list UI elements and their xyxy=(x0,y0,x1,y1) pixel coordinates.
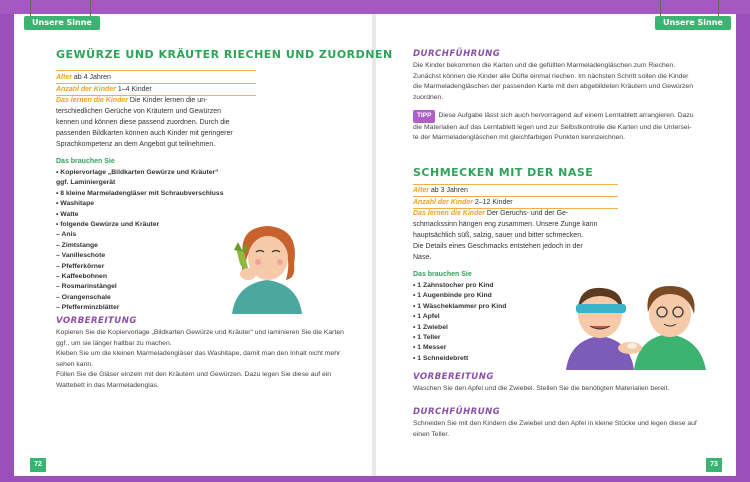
learning-line: hauptsächlich süß, salzig, sauer und bitter schmecken. xyxy=(413,232,584,239)
material-item: – Zimtstange xyxy=(56,241,223,251)
page-number: 73 xyxy=(706,458,722,472)
learning-line: Sprachkompetenz an dem Angebot gut teilnehmen. xyxy=(56,141,216,148)
preparation-heading: VORBEREITUNG xyxy=(413,372,494,382)
section-tab-left: Unsere Sinne xyxy=(24,16,100,30)
tip-box xyxy=(413,110,728,144)
learning-line: Nase. xyxy=(413,254,432,261)
text-line: Diese Aufgabe lässt sich auch hervorragend auf einem Lerntablett arrangieren. Dazu xyxy=(438,112,694,119)
section-tab-right: Unsere Sinne xyxy=(655,16,731,30)
material-item: • 1 Teller xyxy=(413,333,506,343)
child-smelling-illustration xyxy=(222,218,312,314)
text-line: te der Marmeladengläschen mit gleichfarbigen Punkten kennzeichnen. xyxy=(413,134,625,142)
divider xyxy=(56,70,256,71)
preparation-text: Waschen Sie den Apfel und die Zwiebel. Stellen Sie die benötigten Materialien bereit. xyxy=(413,385,670,392)
material-item: • 1 Apfel xyxy=(413,312,506,322)
material-item: – Orangenschale xyxy=(56,293,223,303)
text-line: sehen kann. xyxy=(56,360,94,368)
age-label: Alter xyxy=(413,187,429,194)
material-item: – Rosmarinstängel xyxy=(56,282,223,292)
material-item: – Pfefferkörner xyxy=(56,262,223,272)
kids-row xyxy=(413,197,513,208)
page-number: 72 xyxy=(30,458,46,472)
procedure-text xyxy=(413,419,728,440)
learning-line: schmackssinn hängen eng zusammen. Unsere Zunge kann xyxy=(413,221,598,228)
materials-list xyxy=(413,281,506,364)
procedure-heading: DURCHFÜHRUNG xyxy=(413,49,501,59)
procedure-heading: DURCHFÜHRUNG xyxy=(413,407,501,417)
learning-label: Das lernen die Kinder xyxy=(413,210,485,217)
material-item: • Kopiervorlage „Bildkarten Gewürze und Kräuter“ xyxy=(56,168,223,178)
learning-line: Die Details eines Geschmacks entstehen jedoch in der xyxy=(413,243,583,250)
material-item: • 1 Messer xyxy=(413,343,506,353)
learning-block xyxy=(56,95,316,150)
materials-heading: Das brauchen Sie xyxy=(56,158,115,165)
background-top xyxy=(0,0,750,14)
section-title: SCHMECKEN MIT DER NASE xyxy=(413,166,594,179)
age-value: ab 3 Jahren xyxy=(430,187,468,194)
age-row xyxy=(56,72,111,83)
material-item: – Anis xyxy=(56,230,223,240)
text-line: Kopieren Sie die Kopiervorlage „Bildkarten Gewürze und Kräuter“ und laminieren Sie die Karten xyxy=(56,329,344,336)
text-line: die Materialien auf das Lerntablett legen und zur Selbstkontrolle die Karten und die Untersei- xyxy=(413,123,692,131)
material-item: • 1 Zahnstocher pro Kind xyxy=(413,281,506,291)
material-item: • 1 Zwiebel xyxy=(413,323,506,333)
tip-badge: TIPP xyxy=(413,110,435,123)
children-tasting-illustration xyxy=(560,278,710,370)
kids-value: 1–4 Kinder xyxy=(117,86,152,93)
text-line: Wattebett in das Marmeladenglas. xyxy=(56,381,159,389)
learning-line: Der Geruchs- und der Ge- xyxy=(486,210,569,217)
material-item: – Kaffeebohnen xyxy=(56,272,223,282)
text-line: Füllen Sie die Gläser einzeln mit den Kräutern und Gewürzen. Dazu legen Sie diese auf ein xyxy=(56,371,332,379)
procedure-text xyxy=(413,61,723,103)
age-row xyxy=(413,185,468,196)
kids-value: 2–12 Kinder xyxy=(474,199,513,206)
text-line: Kleben Sie um die kleinen Marmeladengläser das Washitape, damit man den Inhalt nicht mehr xyxy=(56,350,341,358)
text-line: ggf., um sie länger haltbar zu machen. xyxy=(56,339,172,347)
text-line: Schneiden Sie mit den Kindern die Zwiebel und den Apfel in kleine Stücke und legen diese auf xyxy=(413,420,697,427)
material-item: ggf. Laminiergerät xyxy=(56,179,116,187)
text-line: Zunächst können die Kinder alle Düfte einmal riechen. Im nächsten Schritt sollen die Kinder xyxy=(413,72,689,80)
material-item: • 1 Schneidebrett xyxy=(413,354,506,364)
learning-line: passenden Bildkarten können auch Kinder mit geringerer xyxy=(56,130,233,137)
materials-list xyxy=(56,168,223,314)
material-item: • 1 Wäscheklammer pro Kind xyxy=(413,302,506,312)
text-line: einen Teller. xyxy=(413,430,450,438)
material-item: • Washitape xyxy=(56,199,223,209)
learning-label: Das lernen die Kinder xyxy=(56,97,128,104)
text-line: zuordnen. xyxy=(413,93,444,101)
materials-heading: Das brauchen Sie xyxy=(413,271,472,278)
material-item: – Pfefferminzblätter xyxy=(56,303,223,313)
kids-label: Anzahl der Kinder xyxy=(413,199,473,206)
age-value: ab 4 Jahren xyxy=(73,74,111,81)
material-item: • folgende Gewürze und Kräuter xyxy=(56,220,223,230)
age-label: Alter xyxy=(56,74,72,81)
material-item: • 1 Augenbinde pro Kind xyxy=(413,291,506,301)
text-line: Die Kinder bekommen die Karten und die gefüllten Marmeladengläschen zum Riechen. xyxy=(413,62,676,69)
learning-line: kennen und können diese passend zuordnen. Durch die xyxy=(56,119,230,126)
learning-block xyxy=(413,208,613,263)
learning-line: Die Kinder lernen die un- xyxy=(129,97,208,104)
material-item: • 8 kleine Marmeladengläser mit Schraubverschluss xyxy=(56,189,223,199)
material-item: – Vanilleschote xyxy=(56,251,223,261)
text-line: die Marmeladengläschen der passenden Karte mit den abgebildeten Kräutern und Gewürzen xyxy=(413,83,693,91)
preparation-text xyxy=(56,328,356,392)
preparation-heading: VORBEREITUNG xyxy=(56,316,137,326)
material-item: • Watte xyxy=(56,210,223,220)
kids-row xyxy=(56,84,152,95)
kids-label: Anzahl der Kinder xyxy=(56,86,116,93)
page-title: GEWÜRZE UND KRÄUTER RIECHEN UND ZUORDNEN xyxy=(56,48,393,61)
learning-line: terschiedlichen Gerüche von Kräutern und Gewürzen xyxy=(56,108,221,115)
